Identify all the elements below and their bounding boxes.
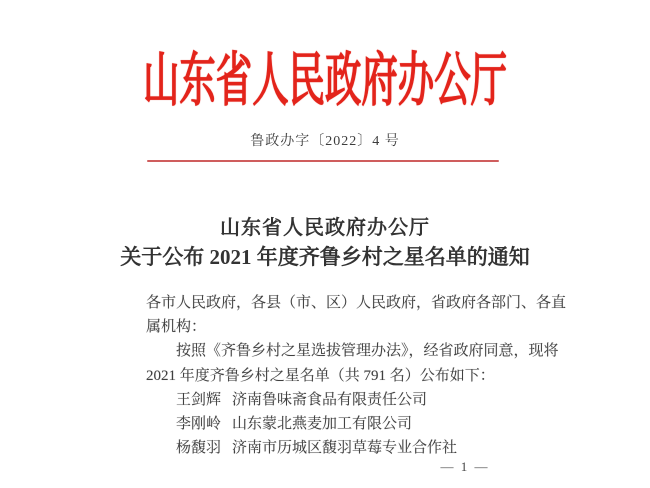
awardee-name: 王剑辉 xyxy=(176,391,222,408)
awardee-organization: 济南市历城区馥羽草莓专业合作社 xyxy=(232,440,458,457)
awardee-name: 李刚岭 xyxy=(176,416,222,433)
awardee-row xyxy=(146,412,518,436)
awardee-organization: 山东蒙北燕麦加工有限公司 xyxy=(232,416,413,433)
notice-title-line1: 山东省人民政府办公厅 xyxy=(220,217,430,239)
paragraph-line-1: 按照《齐鲁乡村之星选拔管理办法》，经省政府同意，现将 xyxy=(176,343,559,360)
notice-body xyxy=(146,291,567,460)
salutation-line-1: 各市人民政府，各县（市、区）人民政府，省政府各部门、各直 xyxy=(146,295,567,311)
paragraph-line-2: 2021 年度齐鲁乡村之星名单（共 791 名）公布如下： xyxy=(146,367,495,384)
document-number: 鲁政办字〔2022〕4 号 xyxy=(250,134,400,149)
awardee-name: 杨馥羽 xyxy=(176,440,222,457)
awardee-organization: 济南鲁味斋食品有限责任公司 xyxy=(232,391,428,408)
letterhead-title: 山东省人民政府办公厅 xyxy=(142,49,507,114)
red-divider-line xyxy=(147,160,499,162)
awardee-row xyxy=(146,388,518,412)
salutation-line-2: 属机构： xyxy=(146,319,207,336)
page-number: — 1 — xyxy=(440,459,490,474)
awardee-row xyxy=(146,436,518,460)
notice-title-line2: 关于公布 2021 年度齐鲁乡村之星名单的通知 xyxy=(120,245,530,269)
